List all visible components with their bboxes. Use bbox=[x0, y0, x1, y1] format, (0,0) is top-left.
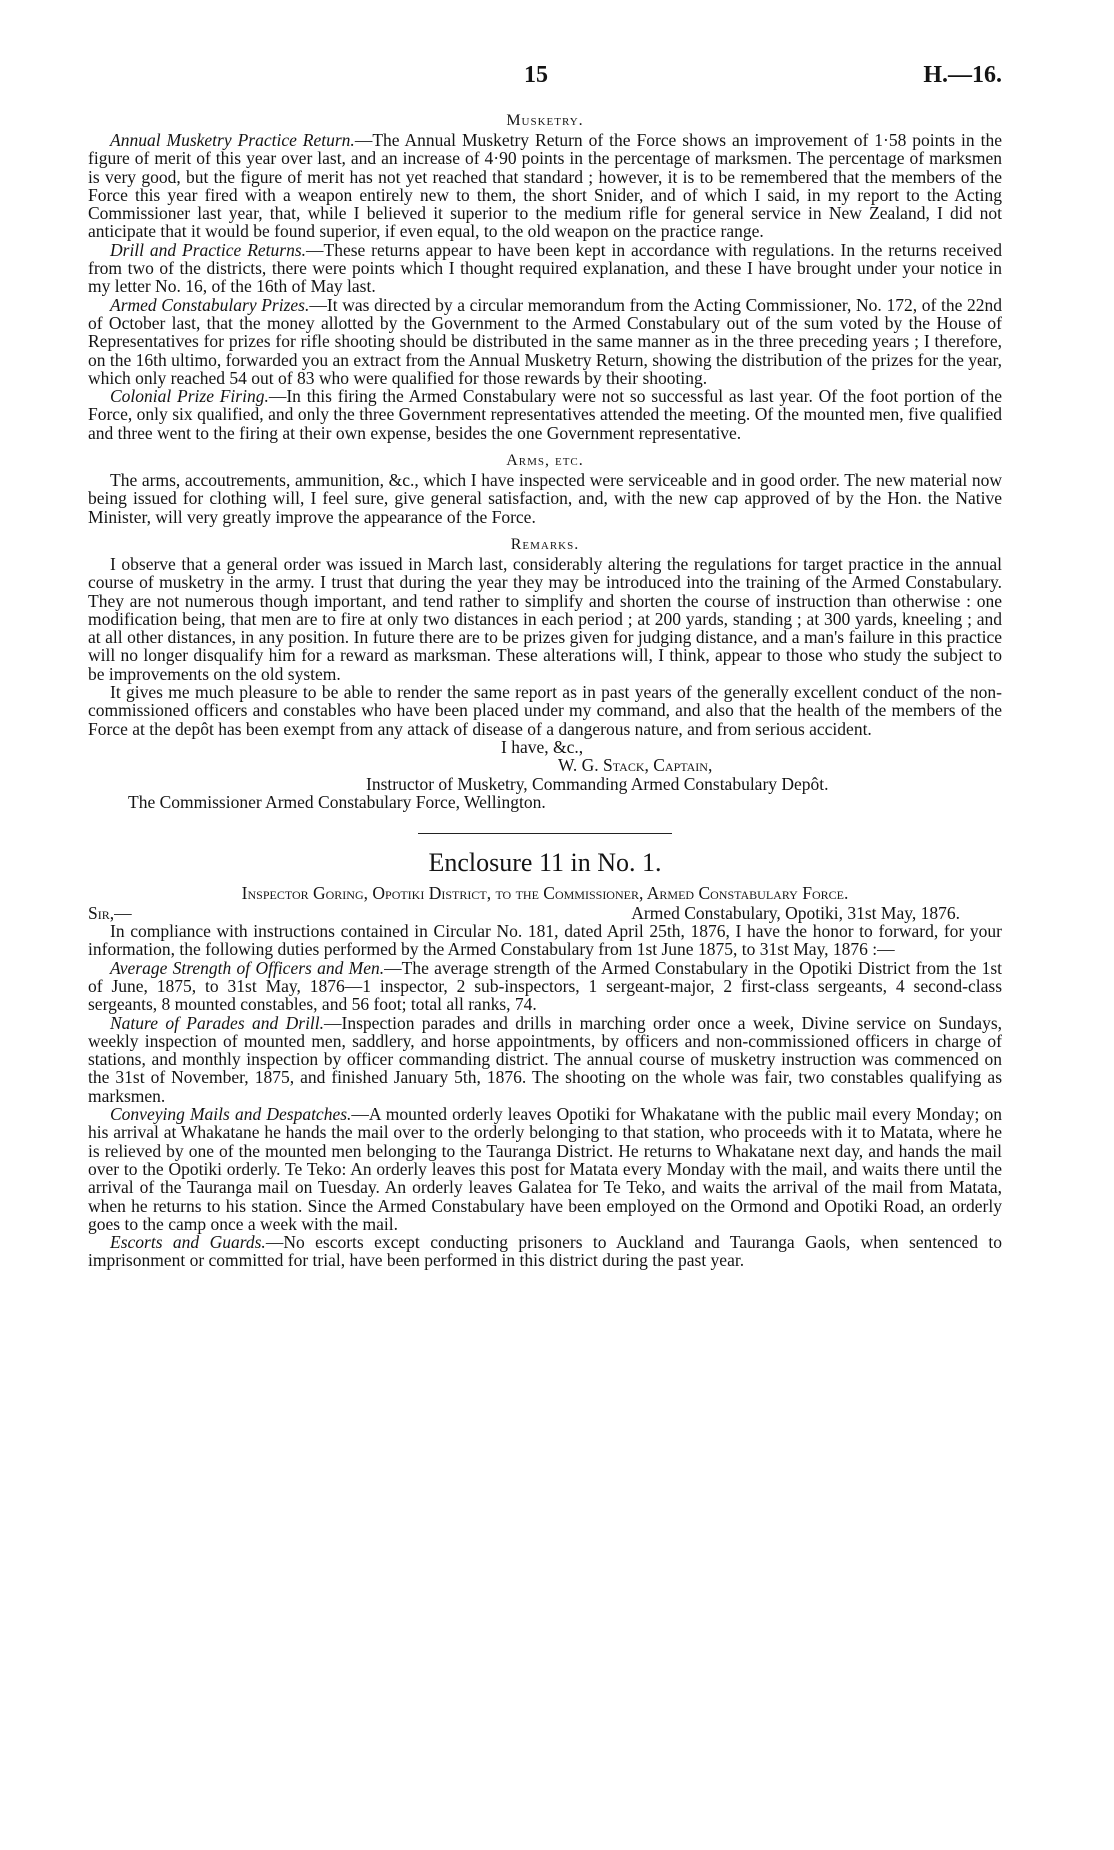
mails-despatches-title: Conveying Mails and Despatches. bbox=[110, 1104, 352, 1125]
paragraph-constabulary-prizes bbox=[88, 296, 1002, 387]
annual-return-text: —The Annual Musketry Return of the Force shows an improvement of 1·58 points in the figure of merit of this year over last, and an increase of 4·90 points in the percentage of marksmen. The percentage of marksmen is very good, but the figure of merit has not yet reached that standard ; however, it is to be remembered that the members of the Force this year fired with a weapon entirely new to them, the short Snider, and of which I said, in my report to the Acting Commissioner last year, that, while I believed it superior to the medium rifle for general service in New Zealand, I did not anticipate that it would be found superior, if even equal, to the old weapon on the practice range. bbox=[88, 130, 1002, 242]
colonial-prize-text: —In this firing the Armed Constabulary were not so successful as last year. Of the foot portion of the Force, only six qualified, and only the three Government representatives attended the meeting. Of the mounted men, five qualified and three went to the firing at their own expense, besides the one Government representative. bbox=[88, 386, 1002, 443]
page-number: 15 bbox=[524, 62, 548, 88]
paragraph-remarks-1: I observe that a general order was issued in March last, considerably altering the regulations for target practice in the annual course of musketry in the army. I trust that during the year they may be introduced into the training of the Armed Constabulary. They are not numerous though important, and tend rather to simplify and shorten the course of instruction than otherwise : one modification being, that men are to fire at only two distances in each period ; at 200 yards, standing ; at 300 yards, kneeling ; and at all other distances, in any position. In future there are to be prizes given for judging distance, and a man's failure in this practice will no longer disqualify him for a reward as marksman. These alterations will, I think, appear to those who study the subject to be improvements on the old system. bbox=[88, 553, 1002, 684]
annual-return-title: Annual Musketry Practice Return. bbox=[110, 130, 355, 150]
paragraph-drill-returns bbox=[88, 241, 1002, 296]
escorts-guards-title: Escorts and Guards. bbox=[110, 1232, 266, 1253]
average-strength-text: —The average strength of the Armed Constabulary in the Opotiki District from the 1st of June, 1875, to 31st May, 1876—1 inspector, 2 sub-inspectors, 1 sergeant-major, 2 first-class sergeants, 4 second-class sergeants, 8 mounted constables, and 56 foot; total all ranks, 74. bbox=[88, 957, 1002, 1015]
signature-name: W. G. Stack, Captain, bbox=[558, 755, 713, 776]
escorts-guards-text: —No escorts except conducting prisoners to Auckland and Tauranga Gaols, when sentenced to imprisonment or committed for trial, have been performed in this district during the past year. bbox=[88, 1232, 1002, 1271]
paragraph-arms: The arms, accoutrements, ammunition, &c., which I have inspected were serviceable and in good order. The new material now being issued for clothing will, I feel sure, give general satisfaction, and, with the new cap approved of by the Hon. the Native Minister, will very greatly improve the appearance of the Force. bbox=[88, 470, 1002, 527]
document-page bbox=[88, 62, 1002, 1270]
salutation: Sir,— bbox=[88, 903, 132, 924]
addressee: The Commissioner Armed Constabulary Force, Wellington. bbox=[128, 791, 546, 812]
dateline: Armed Constabulary, Opotiki, 31st May, 1876. bbox=[631, 903, 960, 924]
paragraph-parades-drill bbox=[88, 1014, 1002, 1105]
salutation-row bbox=[88, 903, 1002, 922]
parades-drill-title: Nature of Parades and Drill. bbox=[110, 1012, 325, 1033]
signature-closing: I have, &c., bbox=[501, 736, 584, 757]
average-strength-title: Average Strength of Officers and Men. bbox=[110, 957, 385, 978]
section-heading-musketry: Musketry. bbox=[506, 112, 584, 129]
paragraph-mails-despatches bbox=[88, 1105, 1002, 1233]
section-heading-remarks: Remarks. bbox=[510, 535, 580, 553]
signature-title: Instructor of Musketry, Commanding Armed Constabulary Depôt. bbox=[366, 773, 829, 794]
page-header bbox=[88, 62, 1002, 102]
paragraph-remarks-2: It gives me much pleasure to be able to render the same report as in past years of the generally excellent conduct of the non-commissioned officers and constables who have been placed under my command, and also that the health of the members of the Force at the depôt has been exempt from any attack of disease of a dangerous nature, and from serious accident. bbox=[88, 682, 1002, 739]
drill-returns-text: —These returns appear to have been kept in accordance with regulations. In the returns received from two of the districts, there were points which I thought required explanation, and these I have brought under your notice in my letter No. 16, of the 16th of May last. bbox=[88, 239, 1002, 297]
constabulary-prizes-title: Armed Constabulary Prizes. bbox=[110, 294, 310, 315]
constabulary-prizes-text: —It was directed by a circular memorandum from the Acting Commissioner, No. 172, of the 22nd of October last, that the money allotted by the Government to the Armed Constabulary out of the sum voted by the House of Representatives for prizes for rifle shooting should be distributed in the same manner as in the three preceding years ; I therefore, on the 16th ultimo, forwarded you an extract from the Annual Musketry Return, showing the distribution of the prizes for the year, which only reached 54 out of 83 who were qualified for those rewards by their shooting. bbox=[88, 294, 1002, 388]
signature-block bbox=[88, 738, 1002, 793]
paragraph-escorts-guards bbox=[88, 1233, 1002, 1270]
paragraph-annual-return bbox=[88, 131, 1002, 241]
paragraph-colonial-prize bbox=[88, 387, 1002, 442]
drill-returns-title: Drill and Practice Returns. bbox=[110, 239, 307, 260]
mails-despatches-text: —A mounted orderly leaves Opotiki for Whakatane with the public mail every Monday; on his arrival at Whakatane he hands the mail over to the orderly belonging to that station, who proceeds with it to Matata, where he is relieved by one of the mounted men belonging to the Tauranga District. He returns to Whakatane next day, and hands the mail over to the Opotiki orderly. Te Teko: An orderly leaves this post for Matata every Monday with the mail, and waits there until the arrival of the Tauranga mail on Tuesday. An orderly leaves Galatea for Te Teko, and waits the arrival of the mail from Matata, when he returns to his station. Since the Armed Constabulary have been employed on the Ormond and Opotiki Road, an orderly goes to the camp once a week with the mail. bbox=[88, 1104, 1002, 1234]
paragraph-average-strength bbox=[88, 959, 1002, 1014]
parades-drill-text: —Inspection parades and drills in marching order once a week, Divine service on Sundays, weekly inspection of mounted men, saddlery, and horse appointments, by officers and non-commissioned officers in charge of stations, and monthly inspection by officer commanding district. The annual course of musketry instruction was commenced on the 31st of November, 1875, and finished January 5th, 1876. The shooting on the whole was fair, two constables qualifying as marksmen. bbox=[88, 1012, 1003, 1106]
section-divider bbox=[418, 833, 672, 834]
paragraph-enclosure-intro: In compliance with instructions contained in Circular No. 181, dated April 25th, 1876, I have the honor to forward, for your information, the following duties performed by the Armed Constabulary from 1st June 1875, to 31st May, 1876 :— bbox=[88, 921, 1002, 960]
enclosure-subtitle: Inspector Goring, Opotiki District, to the Commissioner, Armed Constabulary Force. bbox=[241, 883, 849, 904]
section-heading-arms: Arms, etc. bbox=[506, 452, 584, 470]
enclosure-title: Enclosure 11 in No. 1. bbox=[428, 848, 662, 878]
colonial-prize-title: Colonial Prize Firing. bbox=[110, 386, 269, 407]
report-code: H.—16. bbox=[923, 62, 1002, 88]
